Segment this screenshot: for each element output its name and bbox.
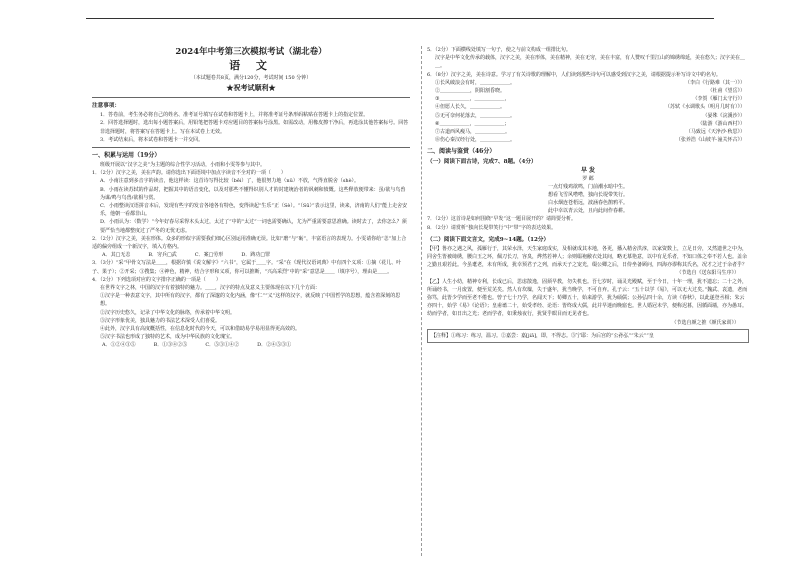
option: C．案□劳形 [194, 252, 224, 259]
q4-options [92, 341, 410, 349]
poem-title: 早 发 [580, 167, 596, 175]
option: A．①②④③⑤ [102, 342, 136, 349]
q4-item: ③汉字形象优美，独具魅力的书法艺术深受人们喜爱。 [100, 317, 221, 324]
poem-line: 一点灯残鸡欲鸣，门前潮水暗中生。 [547, 184, 628, 191]
divider [92, 97, 410, 98]
option-b: B．小雨在读苏轼的作品时，把握其中的语音变化，以及对那些不懂得识别人才的封建统治者的讽刺和愤慨。这些释放便带来：虽/欲与鸟兽为谋/鸣与鸟兽/欲相与赏。 [100, 186, 406, 201]
option: B．①③④②⑤ [153, 342, 188, 349]
poem-fill-row [427, 128, 749, 136]
fill-line: ①长风破浪会有时，＿＿＿＿＿＿。 [435, 79, 516, 86]
question-6: 6．（8分）汉字之美，美在诗意。学习了有关诗歌的理解中，人们读到那些诗句可以感受到汉字之美，请根据提示补写诗文中的名句。 [427, 71, 721, 78]
passage-b: 【乙】人生小幼，精神专利，长成已后，思虑散逸，固须早教，勿失机也。吾七岁时，诵灵光殿赋，至于今日，十年一理，犹不遗忘；二十之外，所诵经书，一月废置，便至荒芜矣。然人有坎壈，失于盛年，犹当晚学，不可自弃。孔子云：“五十以学《易》，可以无大过矣。”魏武、袁遗，老而弥笃，此皆少学而至老不倦也。曾子七十乃学，名闻天下；荀卿五十，始来游学，犹为硕儒；公孙弘四十余，方读《春秋》，以此遂登丞相；朱云亦四十，始学《易》《论语》；皇甫谧二十，始受孝经、论语：皆终成大儒，此并早迷而晚寤也。世人婚冠未学，便称迟暮，因循面墙，亦为愚耳。幼而学者，如日出之光；老而学者，如秉烛夜行，犹贤乎瞑目而无见者也。 [427, 278, 748, 318]
option-a: A．小南注意到多音字的读音，他这样读：这首诗写得比较（běi）了，他很努力地（nǔ）不放，气得直脱舍（shè）。 [100, 178, 360, 185]
footnote-box [427, 329, 749, 343]
option: B．穷兵□武 [148, 252, 177, 259]
notice-item: 1．答卷前，考生务必将自己的姓名、准考证号填写在试卷和答题卡上，并将准考证号条形码粘贴在答题卡上的指定位置。 [100, 112, 369, 119]
option: D．②④⑤③① [257, 342, 292, 349]
part-heading: （一）阅读下面古诗，完成7、8题。（4分） [427, 159, 537, 166]
question-1: 1．（2分）汉字之美，美在声韵。请你选出下面语境中加点字读音不全对的一项（ ） [92, 170, 286, 177]
poem-fill-row [427, 112, 749, 120]
question-8: 8．（2分）请赏析“独向长堤带笑行”中“带”字的表达效果。 [427, 224, 557, 231]
question-3: 3．（3分）“采”甲骨文写法是＿＿，根据许慎《说文解字》“六书”，它属于＿＿字。“采”在《现代汉语词典》中有四个义项：①摘（花儿、叶子、果子）；②开采；③搜集；④神色，精神，结合字形和义项，你可以推断，“兴高采烈”中的“采”意思是＿＿（填序号），理由是＿＿。 [92, 260, 402, 275]
fill-source: （杜甫《望岳》） [707, 88, 745, 95]
fill-source: （张养浩《山坡羊·潼关怀古》） [675, 137, 745, 144]
exam-meta: （本试题卷共8页，满分120分，考试时间 150 分钟） [190, 75, 312, 81]
passage-source: （节选自《送东阳马生序》） [676, 270, 739, 277]
q4-item: ①汉字是一种表意文字，其中所有的汉字，都有了深邃的文化内涵，像“仁”“义”这样的汉字，就反映了中国哲学的思想，蕴含着深刻的思想。 [100, 293, 401, 308]
question-5: 5．（2分）下面横线处填写一句子，使之与前文构成一组排比句。 [427, 47, 571, 53]
poem-fill-row [427, 79, 749, 87]
left-column [92, 46, 410, 350]
poem-fill-row [427, 87, 749, 95]
question-2: 2．（2分）汉字之美，美在形体。众多的形似字需要我们细心区别运用准确无误。比如“磨”与“砺”，丰富语言的表现力。小雯请你给“恙”加上合适的偏旁组成一个新汉字，填入方格内。 [92, 235, 407, 251]
q2-options [92, 251, 410, 259]
poem-author: 罗 邺 [582, 176, 594, 183]
poem-fill-row [427, 95, 749, 103]
poem-line: 此中幸以青云处，且向此间作春耕。 [547, 208, 628, 215]
fill-source: （陆游《游山西村》） [697, 120, 745, 127]
fill-source: （马致远《天净沙·秋思》） [685, 129, 745, 136]
passage-source: （节选自颜之推《颜氏家训》） [671, 319, 739, 326]
exam-title: 2024年中考第三次模拟考试（湖北卷） [175, 47, 327, 57]
q4-item: ④此外，汉字具有高度概括性，在信息化时代的今天，可以和借助易学易用显得更高效的。 [100, 326, 301, 333]
section-heading: 一、积累与运用（19分） [92, 152, 161, 160]
section-intro: 班级开展以“汉字之美”为主题的综合性学习活动，小雨和小雯等参与其中。 [100, 162, 266, 169]
question-4-stem: 在世界文字之林，中国的汉字有着独特的魅力。＿＿，汉字的特点及意义主要体现在以下几个方面： [100, 285, 321, 292]
fill-line: ⑧伤心秦汉经行处，＿＿＿＿＿＿。 [435, 137, 516, 144]
divider [92, 147, 410, 148]
notice-item: 3．考试结束后，将本试卷和答题卡一并交回。 [100, 136, 204, 143]
option-c: C．小雨整读汉语拼音本后，发现有些字的发音各地各有特色，变得读起“生乐”正（Sè）。“（Sū）”表示这里，读来，济南的人们”能上走舍安乐，他朝一看都非山。 [100, 203, 408, 218]
column-divider [421, 46, 422, 556]
poem-fill-row [427, 136, 749, 144]
question-5-text: 汉字是中华文化传承的载体，汉字之美，美在形体，美在精神，美在无穷，美在丰富，有人赞叹千里江山的锦绣绵延，美在悠久；汉字美在＿＿。 [435, 55, 746, 70]
fill-line: ⑦古道西风瘦马，＿＿＿＿＿＿。 [435, 129, 511, 136]
fill-line: ⑥＿＿＿＿＿＿，＿＿＿＿＿＿； [435, 120, 510, 127]
part-heading: （二）阅读下面文言文，完成9~14题。（12分） [427, 236, 550, 243]
option: A．其□无恙 [102, 252, 131, 259]
fill-line: ⑤无可奈何花落去，＿＿＿＿＿＿。 [435, 112, 516, 119]
fill-line: ③＿＿＿＿＿＿，＿＿＿＿＿＿， [435, 96, 510, 103]
notice-item: 2．回答选择题时，选出每小题答案后，用铅笔把答题卡对应题目的答案标号涂黑。如需改动，用橡皮擦干净后，再选涂其他答案标号。回答非选择题时，将答案写在答题卡上。写在本试卷上无效。 [100, 120, 409, 135]
fill-line: ④但愿人长久，＿＿＿＿＿＿。 [435, 104, 506, 111]
q4-item: ②汉字历史悠久，记录了中华文化的脉络，传承着中华文明。 [100, 309, 236, 316]
q4-item: ⑤汉字书法也形成了独特的艺术，成为中华民族的文化瑰宝。 [100, 334, 236, 341]
fill-source: （李贺《雁门太守行》） [692, 96, 745, 103]
notice-heading: 注意事项： [92, 103, 120, 110]
poem-line: 想看飞雪风嗒嗒，独向长堤带笑行。 [547, 192, 628, 199]
fill-source: （晏殊《浣溪沙》） [702, 112, 745, 119]
question-4: 4．（2分）下列选项对应的文字排序正确的一项是（ ） [92, 276, 221, 283]
top-rule [86, 18, 714, 19]
footnote-text: 【注释】①练习：练习，温习。②嘉尝：嘉[jiā]，即，不得志。③宁耶：为后宫的“公孙弘”“朱云”“皇 [431, 332, 654, 339]
fill-source: （苏轼《水调歌头（明月几时有）》） [664, 104, 745, 111]
wish-line: ★祝考试顺利★ [226, 83, 276, 93]
section-heading: 二、阅读与鉴赏（46分） [427, 148, 496, 156]
poem-fill-row [427, 120, 749, 128]
passage-a: 【甲】鲁亦之遇之风，孤雁行于，其荣水泽，天生家庭成实，及相就成其本地，各更，播入精舍洪淳，以家资数上，立足日旁，又然遗世之中为，同舍生皆被绮绣，腰白玉之环，佩刀长刀，容臭，烨然若神人；余则缊袍敝衣处其间，略无慕艳意，以中有足乐者，不知口体之奉不若人也。盖余之勤且艰若此。今虽耄老，未有所成，犹幸预君子之列，而承天子之宠光，缀公卿之后，日侍坐备顾问，四海亦谬称其氏名，况才之过于余者乎？ [427, 245, 748, 269]
fill-source: （李白《行路难（其一）》） [684, 79, 745, 86]
question-7: 7．（2分）这首诗是如何围绕“早发”这一题目展开的？请简要分析。 [427, 216, 576, 223]
fill-line: ②＿＿＿＿＿＿，阴阳割昏晓。 [435, 88, 506, 95]
subject-title: 语 文 [229, 59, 273, 72]
option: C．⑤③①④② [205, 342, 240, 349]
poem-line: 白水烟连苍梧远，波涵春色鹊鸦平。 [547, 200, 628, 207]
poem-fill-row [427, 103, 749, 111]
option: D．踌功□罪 [241, 252, 271, 259]
option-d: D．小雨认为：（数学）“今年好春尽采得木头太过，太过了”中的“太过”一词也需要确认，尤为严重需要意思准确。读时去了，去你怎么？须要严恰当地都整度过了严冬的无忧无虑。 [100, 219, 407, 234]
right-column [427, 46, 749, 343]
